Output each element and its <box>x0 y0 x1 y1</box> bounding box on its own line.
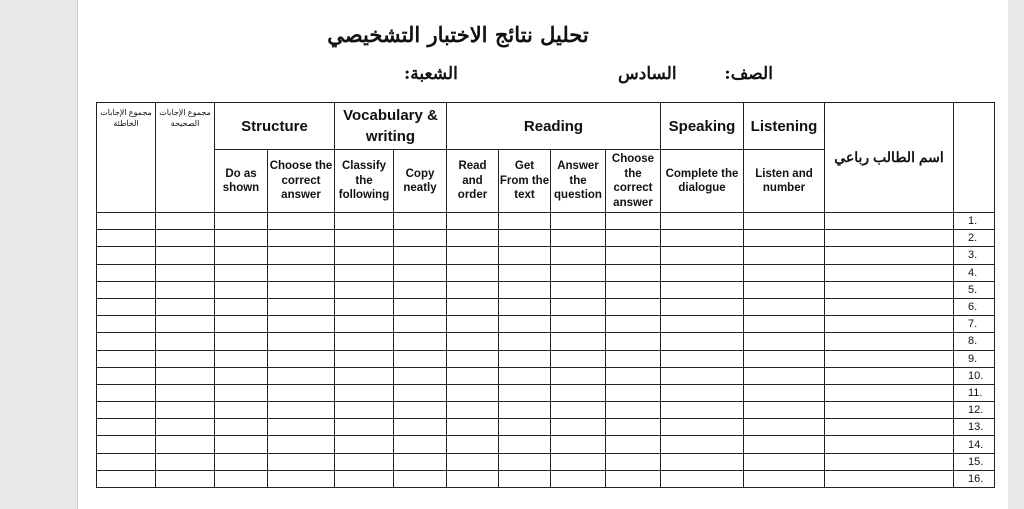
table-cell[interactable] <box>551 316 606 333</box>
table-cell[interactable] <box>97 281 156 298</box>
table-cell[interactable] <box>97 213 156 230</box>
table-cell[interactable] <box>551 419 606 436</box>
table-cell[interactable] <box>661 384 744 401</box>
table-cell[interactable] <box>156 470 215 487</box>
table-cell[interactable] <box>661 402 744 419</box>
table-cell[interactable] <box>606 436 661 453</box>
table-cell[interactable] <box>394 453 447 470</box>
table-cell[interactable] <box>744 402 825 419</box>
table-cell[interactable] <box>447 213 499 230</box>
read-and-order-header: Read and order <box>447 150 499 213</box>
student-row <box>97 470 995 487</box>
table-cell[interactable] <box>394 230 447 247</box>
table-cell[interactable] <box>744 470 825 487</box>
table-cell[interactable] <box>499 453 551 470</box>
table-cell[interactable] <box>97 453 156 470</box>
student-name-header: اسم الطالب رباعي <box>825 103 954 213</box>
table-cell[interactable] <box>606 350 661 367</box>
table-cell[interactable] <box>215 436 268 453</box>
row-number: 5. <box>954 281 995 298</box>
table-cell[interactable] <box>268 316 335 333</box>
table-cell[interactable] <box>661 230 744 247</box>
table-cell[interactable] <box>215 350 268 367</box>
row-number-header <box>954 103 995 213</box>
table-cell[interactable] <box>394 367 447 384</box>
student-row <box>97 333 995 350</box>
table-cell[interactable] <box>215 384 268 401</box>
table-cell[interactable] <box>606 264 661 281</box>
table-cell[interactable] <box>215 230 268 247</box>
table-cell[interactable] <box>551 247 606 264</box>
table-cell[interactable] <box>268 402 335 419</box>
class-label-line <box>618 64 773 84</box>
table-cell[interactable] <box>499 384 551 401</box>
table-cell[interactable] <box>551 264 606 281</box>
table-cell[interactable] <box>97 350 156 367</box>
table-cell[interactable] <box>215 281 268 298</box>
table-cell[interactable] <box>447 298 499 315</box>
table-cell[interactable] <box>156 230 215 247</box>
table-cell[interactable] <box>447 281 499 298</box>
document-page <box>78 0 1024 509</box>
table-cell[interactable] <box>447 402 499 419</box>
table-cell[interactable] <box>661 436 744 453</box>
table-cell[interactable] <box>335 350 394 367</box>
table-cell[interactable] <box>156 316 215 333</box>
table-cell[interactable] <box>394 213 447 230</box>
table-cell[interactable] <box>825 436 954 453</box>
table-cell[interactable] <box>156 453 215 470</box>
row-number: 1. <box>954 213 995 230</box>
table-cell[interactable] <box>744 298 825 315</box>
table-cell[interactable] <box>394 419 447 436</box>
table-cell[interactable] <box>156 402 215 419</box>
table-cell[interactable] <box>215 316 268 333</box>
table-cell[interactable] <box>499 298 551 315</box>
table-cell[interactable] <box>551 213 606 230</box>
table-cell[interactable] <box>335 247 394 264</box>
student-row <box>97 384 995 401</box>
student-row <box>97 367 995 384</box>
table-cell[interactable] <box>825 264 954 281</box>
table-cell[interactable] <box>215 298 268 315</box>
table-cell[interactable] <box>606 453 661 470</box>
table-cell[interactable] <box>661 453 744 470</box>
table-cell[interactable] <box>661 470 744 487</box>
table-cell[interactable] <box>97 436 156 453</box>
row-number: 8. <box>954 333 995 350</box>
table-cell[interactable] <box>394 281 447 298</box>
table-cell[interactable] <box>215 264 268 281</box>
table-cell[interactable] <box>661 367 744 384</box>
row-number: 11. <box>954 384 995 401</box>
table-cell[interactable] <box>268 213 335 230</box>
table-cell[interactable] <box>268 419 335 436</box>
table-cell[interactable] <box>447 333 499 350</box>
table-cell[interactable] <box>551 470 606 487</box>
row-number: 14. <box>954 436 995 453</box>
table-cell[interactable] <box>744 264 825 281</box>
row-number: 6. <box>954 298 995 315</box>
table-cell[interactable] <box>156 333 215 350</box>
table-cell[interactable] <box>394 333 447 350</box>
vocabulary-writing-header: Vocabulary & writing <box>335 103 447 150</box>
student-row <box>97 436 995 453</box>
table-cell[interactable] <box>447 230 499 247</box>
classify-header: Classify the following <box>335 150 394 213</box>
table-cell[interactable] <box>499 419 551 436</box>
table-cell[interactable] <box>335 470 394 487</box>
student-row <box>97 247 995 264</box>
table-cell[interactable] <box>156 247 215 264</box>
table-cell[interactable] <box>215 402 268 419</box>
table-cell[interactable] <box>744 333 825 350</box>
table-cell[interactable] <box>156 384 215 401</box>
table-cell[interactable] <box>825 402 954 419</box>
table-cell[interactable] <box>744 350 825 367</box>
student-row <box>97 316 995 333</box>
table-cell[interactable] <box>97 402 156 419</box>
table-cell[interactable] <box>97 419 156 436</box>
table-cell[interactable] <box>97 264 156 281</box>
student-row <box>97 402 995 419</box>
table-cell[interactable] <box>499 264 551 281</box>
table-cell[interactable] <box>215 213 268 230</box>
row-number: 7. <box>954 316 995 333</box>
copy-neatly-header: Copy neatly <box>394 150 447 213</box>
table-cell[interactable] <box>447 316 499 333</box>
table-cell[interactable] <box>335 281 394 298</box>
table-cell[interactable] <box>744 316 825 333</box>
structure-header: Structure <box>215 103 335 150</box>
table-cell[interactable] <box>335 333 394 350</box>
table-cell[interactable] <box>606 316 661 333</box>
table-cell[interactable] <box>335 367 394 384</box>
table-cell[interactable] <box>825 419 954 436</box>
table-cell[interactable] <box>447 350 499 367</box>
table-cell[interactable] <box>499 281 551 298</box>
table-cell[interactable] <box>661 350 744 367</box>
table-cell[interactable] <box>661 264 744 281</box>
table-cell[interactable] <box>825 213 954 230</box>
table-cell[interactable] <box>825 298 954 315</box>
wrong-answers-total-header: مجموع الإجابات الخاطئة <box>97 103 156 213</box>
table-cell[interactable] <box>825 316 954 333</box>
table-cell[interactable] <box>335 453 394 470</box>
table-cell[interactable] <box>268 367 335 384</box>
table-cell[interactable] <box>744 436 825 453</box>
table-cell[interactable] <box>447 384 499 401</box>
table-cell[interactable] <box>268 453 335 470</box>
table-cell[interactable] <box>661 419 744 436</box>
row-number: 2. <box>954 230 995 247</box>
table-cell[interactable] <box>499 316 551 333</box>
row-number: 15. <box>954 453 995 470</box>
table-cell[interactable] <box>499 402 551 419</box>
table-cell[interactable] <box>268 230 335 247</box>
table-cell[interactable] <box>156 264 215 281</box>
row-number: 9. <box>954 350 995 367</box>
table-cell[interactable] <box>744 281 825 298</box>
table-cell[interactable] <box>215 333 268 350</box>
table-cell[interactable] <box>744 453 825 470</box>
page-gutter <box>1008 0 1024 509</box>
table-cell[interactable] <box>335 316 394 333</box>
table-cell[interactable] <box>335 264 394 281</box>
table-cell[interactable] <box>394 316 447 333</box>
table-cell[interactable] <box>335 298 394 315</box>
table-cell[interactable] <box>97 316 156 333</box>
header-row-1 <box>97 103 995 150</box>
table-cell[interactable] <box>551 367 606 384</box>
table-cell[interactable] <box>447 436 499 453</box>
table-cell[interactable] <box>268 333 335 350</box>
table-cell[interactable] <box>606 230 661 247</box>
table-cell[interactable] <box>499 350 551 367</box>
table-cell[interactable] <box>499 436 551 453</box>
table-cell[interactable] <box>661 298 744 315</box>
table-cell[interactable] <box>268 350 335 367</box>
table-cell[interactable] <box>551 350 606 367</box>
speaking-header: Speaking <box>661 103 744 150</box>
table-cell[interactable] <box>661 213 744 230</box>
table-cell[interactable] <box>606 281 661 298</box>
table-cell[interactable] <box>825 350 954 367</box>
table-cell[interactable] <box>335 419 394 436</box>
table-cell[interactable] <box>551 333 606 350</box>
table-cell[interactable] <box>156 367 215 384</box>
table-cell[interactable] <box>744 213 825 230</box>
table-cell[interactable] <box>268 264 335 281</box>
table-cell[interactable] <box>551 402 606 419</box>
choose-correct-answer-header: Choose the correct answer <box>268 150 335 213</box>
table-cell[interactable] <box>335 436 394 453</box>
reading-header: Reading <box>447 103 661 150</box>
table-cell[interactable] <box>335 230 394 247</box>
table-cell[interactable] <box>825 281 954 298</box>
table-cell[interactable] <box>825 470 954 487</box>
row-number: 12. <box>954 402 995 419</box>
table-cell[interactable] <box>97 470 156 487</box>
document-title: تحليل نتائج الاختبار التشخيصي <box>327 22 589 47</box>
table-cell[interactable] <box>499 247 551 264</box>
table-cell[interactable] <box>744 384 825 401</box>
student-row <box>97 419 995 436</box>
table-cell[interactable] <box>97 333 156 350</box>
table-cell[interactable] <box>499 333 551 350</box>
table-cell[interactable] <box>97 247 156 264</box>
table-cell[interactable] <box>551 298 606 315</box>
table-cell[interactable] <box>606 402 661 419</box>
table-cell[interactable] <box>744 230 825 247</box>
table-cell[interactable] <box>394 470 447 487</box>
student-rows <box>97 213 995 488</box>
table-cell[interactable] <box>606 333 661 350</box>
table-cell[interactable] <box>551 230 606 247</box>
correct-answers-total-header: مجموع الإجابات الصحيحة <box>156 103 215 213</box>
student-row <box>97 298 995 315</box>
table-cell[interactable] <box>661 333 744 350</box>
table-cell[interactable] <box>744 419 825 436</box>
table-cell[interactable] <box>156 281 215 298</box>
results-table <box>96 102 995 488</box>
table-cell[interactable] <box>447 247 499 264</box>
table-cell[interactable] <box>215 367 268 384</box>
listening-header: Listening <box>744 103 825 150</box>
complete-dialogue-header: Complete the dialogue <box>661 150 744 213</box>
table-cell[interactable] <box>394 350 447 367</box>
table-cell[interactable] <box>661 316 744 333</box>
table-cell[interactable] <box>394 247 447 264</box>
table-cell[interactable] <box>394 384 447 401</box>
row-number: 10. <box>954 367 995 384</box>
row-number: 13. <box>954 419 995 436</box>
table-cell[interactable] <box>606 419 661 436</box>
table-cell[interactable] <box>394 264 447 281</box>
student-row <box>97 281 995 298</box>
table-cell[interactable] <box>268 247 335 264</box>
table-cell[interactable] <box>825 333 954 350</box>
table-cell[interactable] <box>335 402 394 419</box>
do-as-shown-header: Do as shown <box>215 150 268 213</box>
table-cell[interactable] <box>551 436 606 453</box>
table-cell[interactable] <box>606 247 661 264</box>
row-number: 3. <box>954 247 995 264</box>
table-cell[interactable] <box>97 298 156 315</box>
table-cell[interactable] <box>268 281 335 298</box>
table-cell[interactable] <box>606 470 661 487</box>
table-cell[interactable] <box>215 453 268 470</box>
table-cell[interactable] <box>97 384 156 401</box>
table-cell[interactable] <box>825 453 954 470</box>
table-cell[interactable] <box>825 367 954 384</box>
table-cell[interactable] <box>394 298 447 315</box>
table-cell[interactable] <box>447 453 499 470</box>
table-cell[interactable] <box>499 213 551 230</box>
table-cell[interactable] <box>215 419 268 436</box>
student-row <box>97 230 995 247</box>
table-cell[interactable] <box>606 367 661 384</box>
table-cell[interactable] <box>825 230 954 247</box>
table-cell[interactable] <box>268 436 335 453</box>
table-cell[interactable] <box>394 436 447 453</box>
class-label: الصف: <box>724 64 773 84</box>
table-cell[interactable] <box>394 402 447 419</box>
choose-correct-answer-2-header: Choose the correct answer <box>606 150 661 213</box>
table-cell[interactable] <box>499 367 551 384</box>
table-cell[interactable] <box>744 367 825 384</box>
table-cell[interactable] <box>97 367 156 384</box>
row-number: 16. <box>954 470 995 487</box>
table-cell[interactable] <box>268 384 335 401</box>
table-cell[interactable] <box>335 213 394 230</box>
table-cell[interactable] <box>551 453 606 470</box>
table-cell[interactable] <box>606 298 661 315</box>
table-cell[interactable] <box>335 384 394 401</box>
table-cell[interactable] <box>551 384 606 401</box>
student-row <box>97 350 995 367</box>
table-cell[interactable] <box>215 470 268 487</box>
table-cell[interactable] <box>447 470 499 487</box>
table-cell[interactable] <box>744 247 825 264</box>
table-cell[interactable] <box>606 384 661 401</box>
listen-and-number-header: Listen and number <box>744 150 825 213</box>
table-cell[interactable] <box>606 213 661 230</box>
get-from-text-header: Get From the text <box>499 150 551 213</box>
answer-question-header: Answer the question <box>551 150 606 213</box>
table-cell[interactable] <box>825 384 954 401</box>
table-cell[interactable] <box>268 298 335 315</box>
table-cell[interactable] <box>215 247 268 264</box>
table-cell[interactable] <box>499 230 551 247</box>
student-row <box>97 264 995 281</box>
row-number: 4. <box>954 264 995 281</box>
table-cell[interactable] <box>156 436 215 453</box>
table-cell[interactable] <box>268 470 335 487</box>
table-cell[interactable] <box>825 247 954 264</box>
student-row <box>97 453 995 470</box>
table-cell[interactable] <box>156 350 215 367</box>
table-cell[interactable] <box>156 419 215 436</box>
table-cell[interactable] <box>156 298 215 315</box>
table-cell[interactable] <box>661 281 744 298</box>
class-value: السادس <box>618 64 677 84</box>
table-cell[interactable] <box>97 230 156 247</box>
table-cell[interactable] <box>447 419 499 436</box>
table-cell[interactable] <box>551 281 606 298</box>
table-cell[interactable] <box>447 367 499 384</box>
student-row <box>97 213 995 230</box>
section-label: الشعبة: <box>404 64 458 84</box>
table-cell[interactable] <box>447 264 499 281</box>
table-cell[interactable] <box>156 213 215 230</box>
table-cell[interactable] <box>499 470 551 487</box>
table-cell[interactable] <box>661 247 744 264</box>
